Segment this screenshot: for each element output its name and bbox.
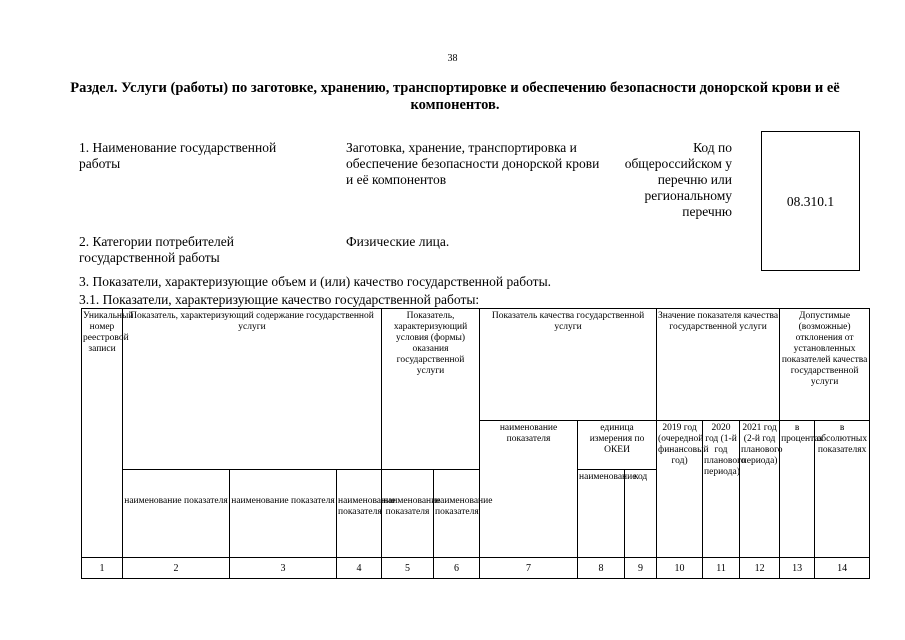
consumer-category-value: Физические лица.	[346, 234, 450, 249]
header-content-name-1: наименование показателя	[123, 470, 230, 558]
header-unique-number: Уникальный номер реестровой записи	[82, 309, 123, 558]
page-number: 38	[447, 53, 458, 64]
section-title: Раздел. Услуги (работы) по заготовке, хранению, транспортировке и обеспечению безопасности донорской крови и её компонентов.	[70, 80, 840, 113]
header-conditions-indicator: Показатель, характеризующий условия (формы) оказания государственной услуги	[382, 309, 480, 470]
header-condition-name-2: наименование показателя	[434, 470, 480, 558]
code-value: 08.310.1	[786, 194, 835, 209]
column-number: 7	[480, 558, 578, 579]
column-number: 4	[337, 558, 382, 579]
header-deviation-absolute: в абсолютных показателях	[815, 421, 870, 558]
column-number: 6	[434, 558, 480, 579]
column-number: 10	[657, 558, 703, 579]
header-content-name-3: наименование показателя	[337, 470, 382, 558]
item-3-1-heading: 3.1. Показатели, характеризующие качество государственной работы:	[79, 292, 480, 307]
column-number: 2	[123, 558, 230, 579]
header-content-indicator: Показатель, характеризующий содержание государственной услуги	[123, 309, 382, 470]
column-number: 12	[740, 558, 780, 579]
header-unit-name: наименование	[578, 470, 625, 558]
column-number: 3	[230, 558, 337, 579]
header-year-2021: 2021 год (2-й год планового периода)	[740, 421, 780, 558]
header-allowed-deviation: Допустимые (возможные) отклонения от установленных показателей качества государственной услуги	[780, 309, 870, 421]
item-3-heading: 3. Показатели, характеризующие объем и (или) качество государственной работы.	[79, 274, 552, 289]
column-number: 1	[82, 558, 123, 579]
quality-indicators-table	[81, 308, 870, 579]
header-deviation-percent: в процентах	[780, 421, 815, 558]
header-quality-indicator: Показатель качества государственной услуги	[480, 309, 657, 421]
header-year-2020: 2020 год (1-й год планового периода)	[703, 421, 740, 558]
header-indicator-value: Значение показателя качества государственной услуги	[657, 309, 780, 421]
column-number: 11	[703, 558, 740, 579]
column-number: 9	[625, 558, 657, 579]
column-number: 5	[382, 558, 434, 579]
header-unit-code: код	[625, 470, 657, 558]
column-number: 8	[578, 558, 625, 579]
work-name-label: 1. Наименование государственной работы	[79, 140, 277, 171]
header-quality-name: наименование показателя	[480, 421, 578, 558]
code-label: Код по общероссийском у перечню или региональному перечню	[624, 140, 732, 219]
header-year-2019: 2019 год (очередной финансовый год)	[657, 421, 703, 558]
header-content-name-2: наименование показателя	[230, 470, 337, 558]
column-number: 13	[780, 558, 815, 579]
column-number: 14	[815, 558, 870, 579]
consumer-category-label: 2. Категории потребителей государственной работы	[79, 234, 234, 265]
work-name-value: Заготовка, хранение, транспортировка и обеспечение безопасности донорской крови и её компонентов	[346, 140, 600, 187]
header-unit-okei: единица измерения по ОКЕИ	[578, 421, 657, 470]
header-condition-name-1: наименование показателя	[382, 470, 434, 558]
